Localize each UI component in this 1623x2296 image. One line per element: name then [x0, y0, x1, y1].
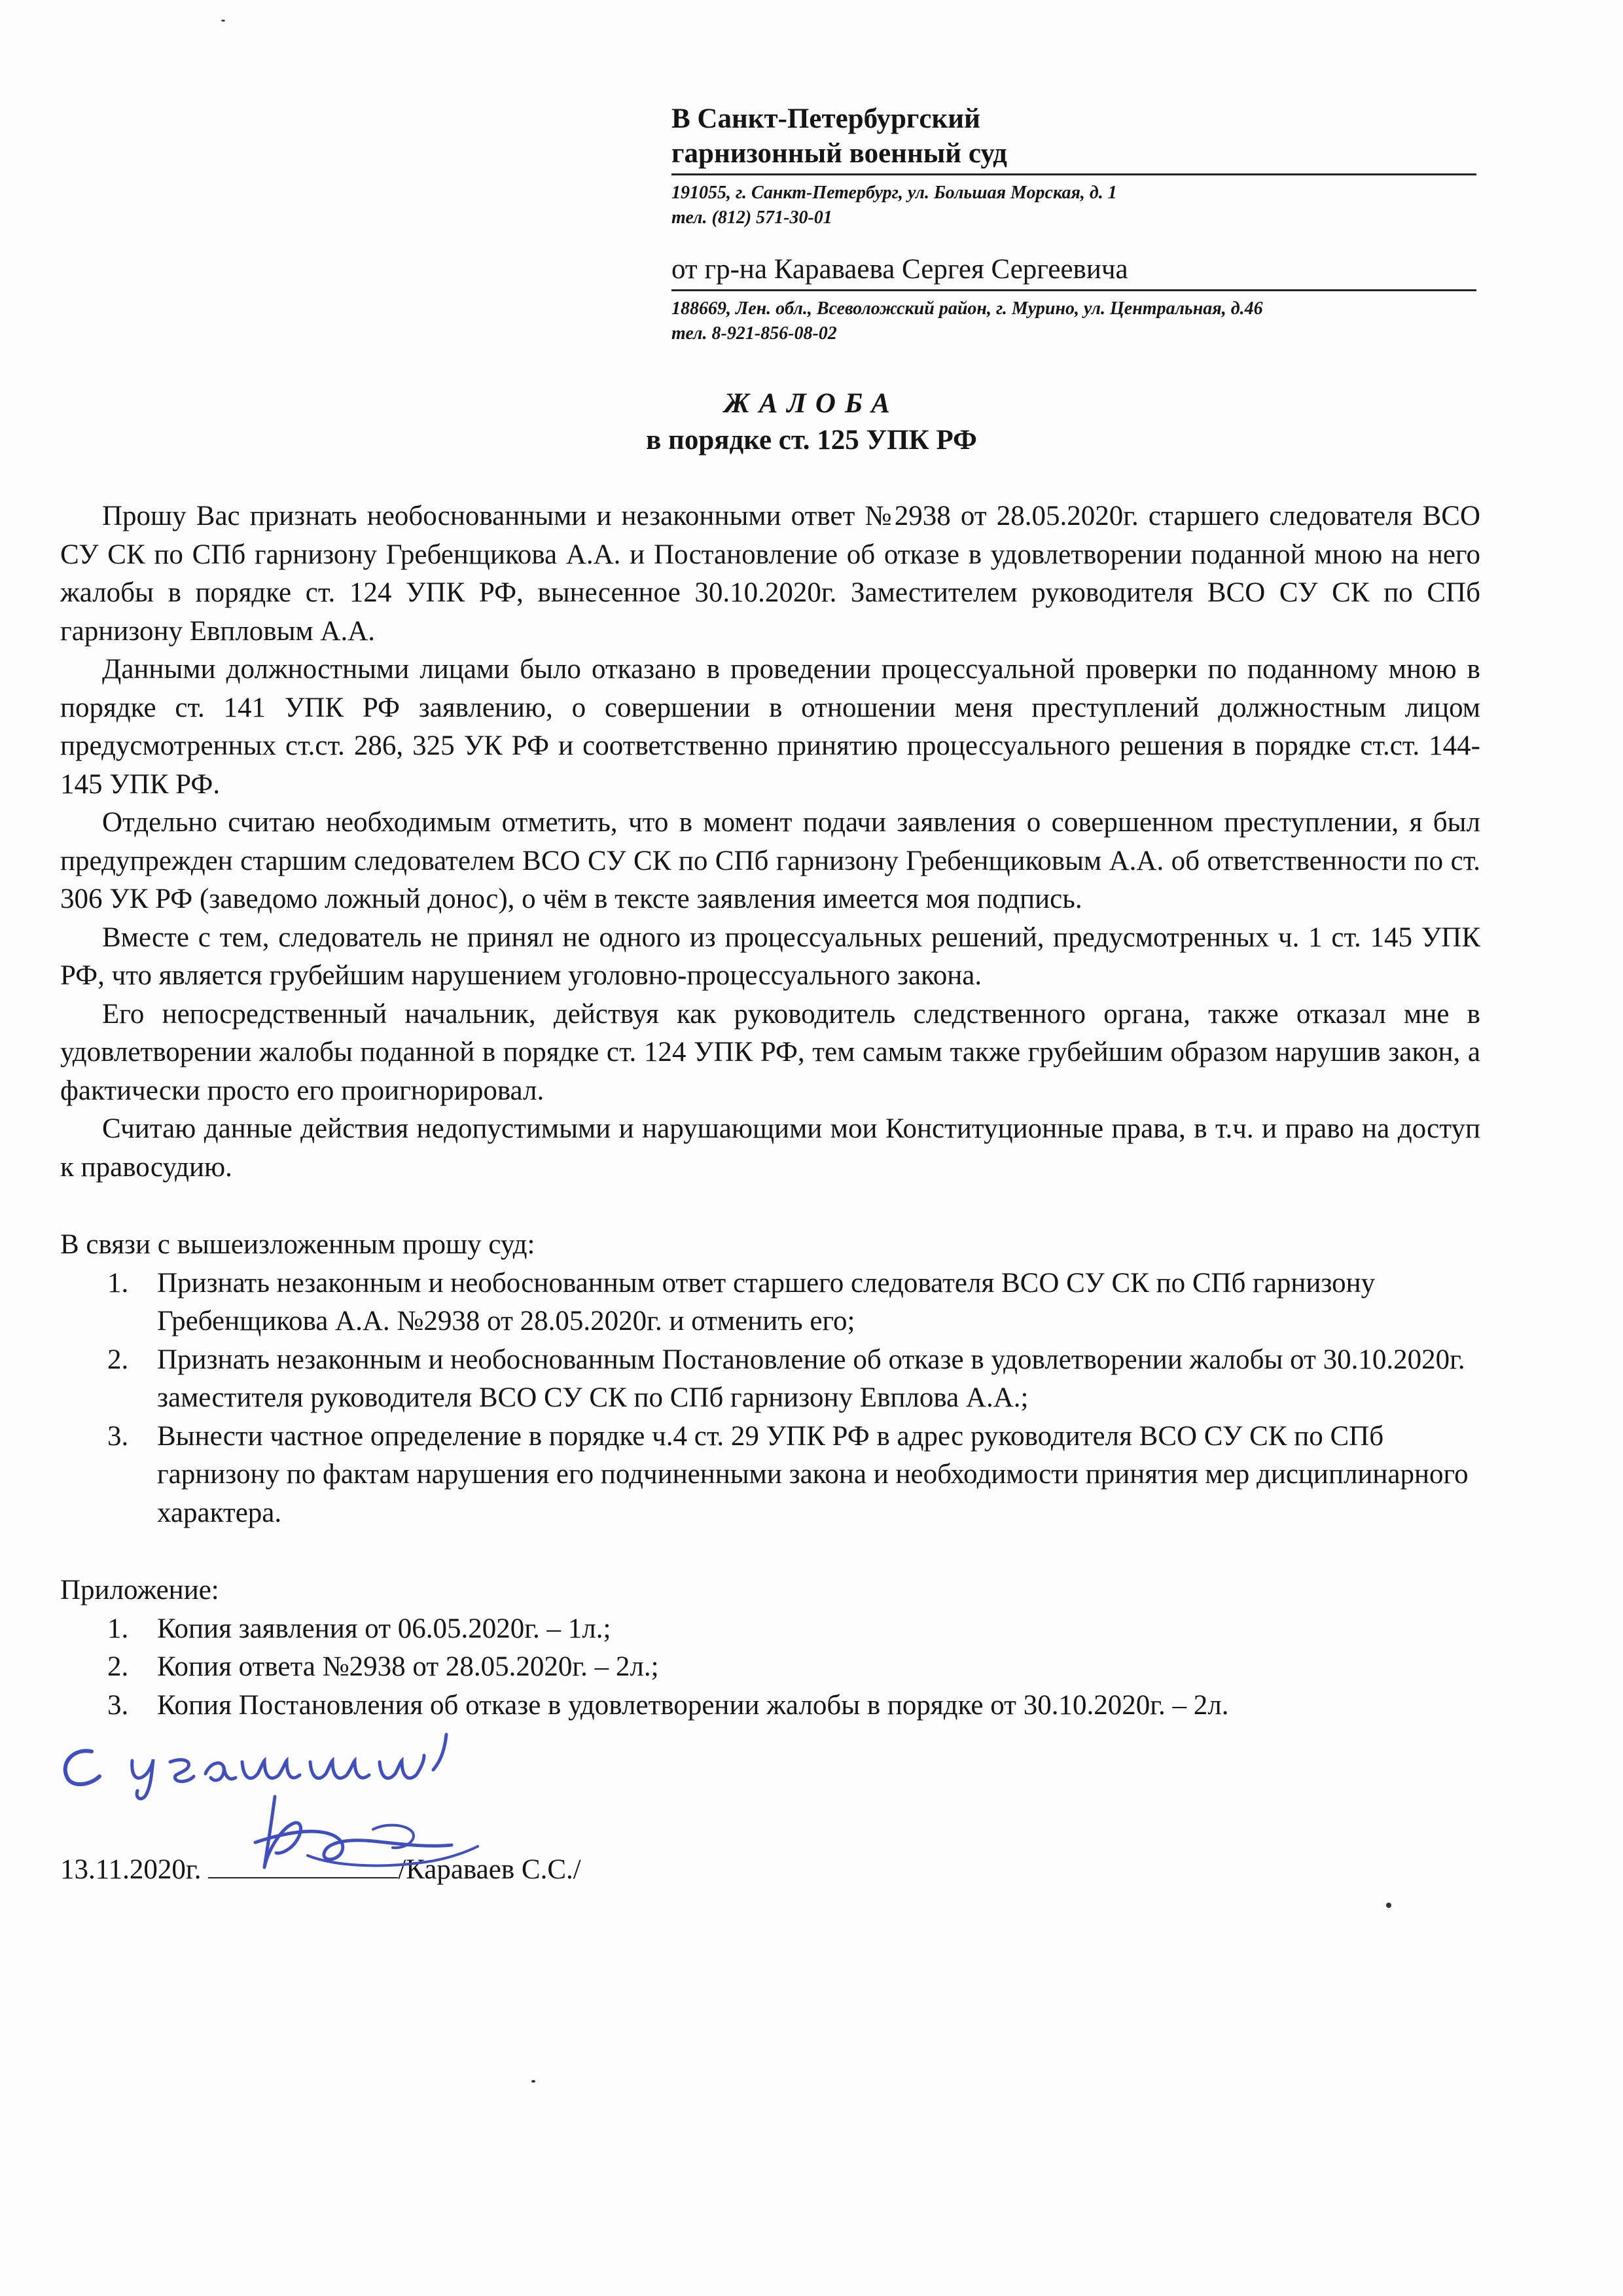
court-phone: тел. (812) 571-30-01	[671, 207, 832, 228]
document-subtitle: в порядке ст. 125 УПК РФ	[646, 425, 977, 456]
scan-speck	[1386, 1903, 1391, 1908]
request-list	[60, 1265, 1480, 1533]
list-text: Копия заявления от 06.05.2020г. – 1л.;	[157, 1613, 611, 1644]
scan-speck	[531, 2080, 535, 2083]
handwritten-signature	[229, 1790, 504, 1888]
court-addressee	[671, 101, 1476, 230]
sender-name: от гр-на Караваева Сергея Сергеевича	[671, 254, 1128, 285]
list-text: Копия ответа №2938 от 28.05.2020г. – 2л.;	[157, 1651, 659, 1682]
list-item	[60, 1341, 1480, 1418]
list-item	[60, 1687, 1480, 1725]
sender-phone: тел. 8-921-856-08-02	[671, 323, 837, 344]
list-item	[60, 1418, 1480, 1533]
list-text: Вынести частное определение в порядке ч.4 ст. 29 УПК РФ в адрес руководителя ВСО СУ СК по СПб гарнизону по фактам нарушения его подчиненными закона и необходимости принятия мер дисциплинарного характера.	[157, 1420, 1469, 1528]
list-number: 2.	[107, 1344, 129, 1375]
body-paragraph: Данными должностными лицами было отказано в проведении процессуальной проверки по поданному мною в порядке ст. 141 УПК РФ заявлению, о совершении в отношении меня преступлений должностным лицом предусмотренных ст.ст. 286, 325 УК РФ и соответственно принятию процессуального решения в порядке ст.ст. 144-145 УПК РФ.	[60, 654, 1480, 800]
sender-block	[671, 252, 1476, 346]
attachments-label: Приложение:	[60, 1575, 219, 1605]
list-item	[60, 1610, 1480, 1649]
signer-name: /Караваев С.С./	[398, 1854, 581, 1885]
document-title: ЖАЛОБА	[724, 388, 899, 419]
court-name-line1: В Санкт-Петербургский	[671, 103, 980, 134]
list-number: 3.	[107, 1420, 129, 1452]
document-date: 13.11.2020г.	[60, 1854, 202, 1885]
list-text: Признать незаконным и необоснованным ответ старшего следователя ВСО СУ СК по СПб гарнизону Гребенщикова А.А. №2938 от 28.05.2020г. и отменить его;	[157, 1267, 1376, 1336]
body-paragraph: Считаю данные действия недопустимыми и нарушающими мои Конституционные права, в т.ч. и право на доступ к правосудию.	[60, 1113, 1480, 1183]
list-number: 3.	[107, 1689, 129, 1721]
request-intro: В связи с вышеизложенным прошу суд:	[60, 1229, 535, 1260]
list-text: Копия Постановления об отказе в удовлетворении жалобы в порядке от 30.10.2020г. – 2л.	[157, 1689, 1229, 1721]
body-paragraph: Отдельно считаю необходимым отметить, что в момент подачи заявления о совершенном преступлении, я был предупрежден старшим следователем ВСО СУ СК по СПб гарнизону Гребенщиковым А.А. об ответственности по ст. 306 УК РФ (заведомо ложный донос), о чём в тексте заявления имеется моя подпись.	[60, 807, 1480, 914]
list-item	[60, 1265, 1480, 1341]
body-paragraph: Прошу Вас признать необоснованными и незаконными ответ №2938 от 28.05.2020г. старшего следователя ВСО СУ СК по СПб гарнизону Гребенщикова А.А. и Постановление об отказе в удовлетворении поданной мною на него жалобы в порядке ст. 124 УПК РФ, вынесенное 30.10.2020г. Заместителем руководителя ВСО СУ СК по СПб гарнизону Евпловым А.А.	[60, 501, 1480, 647]
list-number: 1.	[107, 1613, 129, 1644]
court-name-line2: гарнизонный военный суд	[671, 138, 1007, 169]
list-number: 1.	[107, 1267, 129, 1299]
document-body	[60, 497, 1480, 1725]
sender-divider	[671, 289, 1476, 291]
list-text: Признать незаконным и необоснованным Постановление об отказе в удовлетворении жалобы от 30.10.2020г. заместителя руководителя ВСО СУ СК по СПб гарнизону Евплова А.А.;	[157, 1344, 1465, 1413]
court-divider	[671, 173, 1476, 175]
scan-speck	[221, 20, 225, 22]
body-paragraph: Его непосредственный начальник, действуя как руководитель следственного органа, также отказал мне в удовлетворении жалобы поданной в порядке ст. 124 УПК РФ, тем самым также грубейшим образом нарушив закон, а фактически просто его проигнорировал.	[60, 998, 1480, 1106]
sender-address: 188669, Лен. обл., Всеволожский район, г. Мурино, ул. Центральная, д.46	[671, 298, 1263, 319]
court-address: 191055, г. Санкт-Петербург, ул. Большая Морская, д. 1	[671, 183, 1117, 203]
attachments-list	[60, 1610, 1480, 1725]
list-item	[60, 1648, 1480, 1687]
body-paragraph: Вместе с тем, следователь не принял не одного из процессуальных решений, предусмотренных ч. 1 ст. 145 УПК РФ, что является грубейшим нарушением уголовно-процессуального закона.	[60, 922, 1480, 991]
spacer	[60, 1187, 1480, 1226]
list-number: 2.	[107, 1651, 129, 1682]
spacer	[60, 1532, 1480, 1571]
